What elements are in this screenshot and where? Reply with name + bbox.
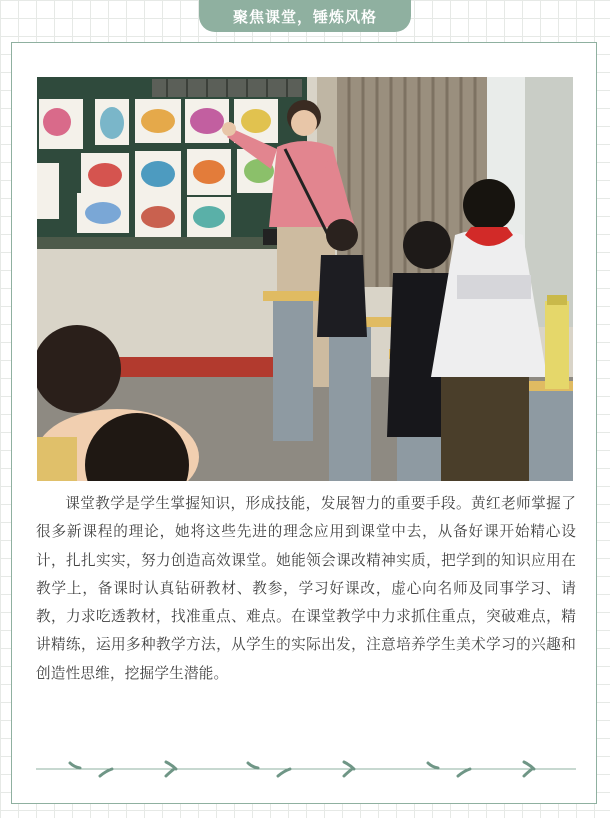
section-title-banner	[199, 0, 411, 32]
leaf-divider-icon	[36, 755, 576, 783]
classroom-photo	[37, 77, 573, 481]
body-paragraph: 课堂教学是学生掌握知识，形成技能，发展智力的重要手段。黄红老师掌握了很多新课程的理论，她将这些先进的理念应用到课堂中去，从备好课开始精心设计，扎扎实实，努力创造高效课堂。她能领会课改精神实质，把学到的知识应用在教学上，备课时认真钻研教材、教参，学习好课改，虚心向名师及同事学习、请教，力求吃透教材，找准重点、难点。在课堂教学中力求抓住重点，突破难点，精讲精练，运用多种教学方法，从学生的实际出发，注意培养学生美术学习的兴趣和创造性思维，挖掘学生潜能。	[36, 495, 576, 682]
section-title: 聚焦课堂，锤炼风格	[232, 7, 377, 26]
decorative-divider	[36, 755, 576, 783]
content-card	[11, 42, 597, 804]
classroom-photo-illustration	[37, 77, 573, 481]
